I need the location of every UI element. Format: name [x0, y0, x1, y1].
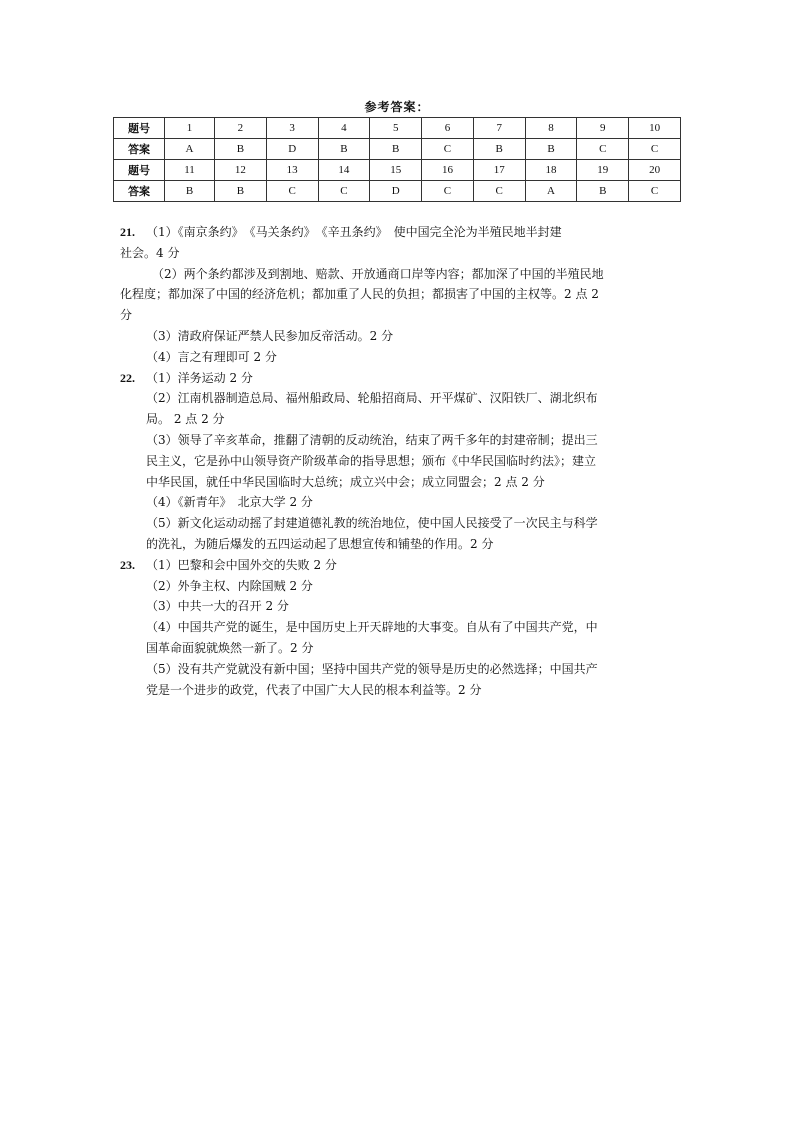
answer-text: （2）两个条约都涉及到割地、赔款、开放通商口岸等内容；都加深了中国的半殖民地 [152, 266, 604, 281]
answer-line [120, 368, 680, 389]
table-row [114, 139, 681, 160]
answer-text: 分 [120, 308, 133, 323]
answer-text: （4）中国共产党的诞生，是中国历史上开天辟地的大事变。自从有了中国共产党，中 [146, 620, 598, 635]
table-cell: 10 [629, 118, 681, 139]
answer-line [120, 222, 680, 243]
table-row [114, 160, 681, 181]
table-cell: 15 [370, 160, 422, 181]
table-cell: B [215, 181, 267, 202]
answer-line [120, 284, 680, 305]
table-row [114, 118, 681, 139]
table-cell: 13 [266, 160, 318, 181]
row-header: 答案 [114, 181, 165, 202]
table-cell: C [629, 181, 681, 202]
answer-text: （1）巴黎和会中国外交的失败 2 分 [146, 557, 337, 572]
answer-text: （3）领导了辛亥革命，推翻了清朝的反动统治，结束了两千多年的封建帝制；提出三 [146, 432, 598, 447]
answer-text: （1）洋务运动 2 分 [146, 370, 253, 385]
table-cell: 18 [525, 160, 577, 181]
answer-line [120, 347, 680, 368]
answer-line [120, 638, 680, 659]
answer-text: （1）《南京条约》 《马关条约》 《辛丑条约》 使中国完全沦为半殖民地半封建 [146, 225, 562, 239]
question-number: 21. [120, 225, 135, 239]
answer-key-title: 参考答案： [364, 100, 430, 114]
table-cell: 11 [165, 160, 215, 181]
row-header: 答案 [114, 139, 165, 160]
table-cell: B [525, 139, 577, 160]
answer-text: （3）清政府保证严禁人民参加反帝活动。2 分 [146, 328, 394, 343]
table-cell: D [266, 139, 318, 160]
answer-text: 化程度；都加深了中国的经济危机；都加重了人民的负担；都损害了中国的主权等。2 点 2 [120, 287, 599, 302]
table-cell: 14 [318, 160, 370, 181]
answer-text: 局。 2 点 2 分 [146, 412, 225, 427]
answer-line [120, 326, 680, 347]
table-cell: 8 [525, 118, 577, 139]
table-cell: B [318, 139, 370, 160]
table-cell: B [577, 181, 629, 202]
table-cell: C [473, 181, 525, 202]
answer-text: （4）言之有理即可 2 分 [146, 349, 277, 364]
answer-text: （2）外争主权、内除国贼 2 分 [146, 578, 313, 593]
answer-line [120, 305, 680, 326]
answer-text: 社会。4 分 [120, 245, 180, 260]
table-cell: 7 [473, 118, 525, 139]
table-cell: 5 [370, 118, 422, 139]
answer-text: （5）新文化运动动摇了封建道德礼教的统治地位，使中国人民接受了一次民主与科学 [146, 516, 598, 531]
answer-line [120, 409, 680, 430]
table-cell: B [215, 139, 267, 160]
table-cell: C [266, 181, 318, 202]
table-cell: A [525, 181, 577, 202]
table-cell: B [370, 139, 422, 160]
answer-text: （4）《新青年》 北京大学 2 分 [146, 495, 313, 510]
answer-line [120, 534, 680, 555]
answer-line [120, 576, 680, 597]
answer-line [120, 659, 680, 680]
table-cell: C [422, 139, 474, 160]
answer-line [120, 264, 680, 285]
table-cell: C [318, 181, 370, 202]
table-cell: 4 [318, 118, 370, 139]
table-row [114, 181, 681, 202]
answer-table [113, 117, 681, 202]
table-cell: 20 [629, 160, 681, 181]
question-number: 23. [120, 557, 135, 572]
answer-text: 民主义，它是孙中山领导资产阶级革命的指导思想；颁布《中华民国临时约法》；建立 [146, 453, 597, 468]
answer-explanations [120, 222, 680, 700]
table-cell: 12 [215, 160, 267, 181]
answer-text: 的洗礼，为随后爆发的五四运动起了思想宣传和铺垫的作用。2 分 [146, 536, 494, 551]
table-cell: 17 [473, 160, 525, 181]
table-cell: 3 [266, 118, 318, 139]
answer-line [120, 617, 680, 638]
row-header: 题号 [114, 160, 165, 181]
answer-line [120, 555, 680, 576]
answer-line [120, 492, 680, 513]
answer-text: （2）江南机器制造总局、福州船政局、轮船招商局、开平煤矿、汉阳铁厂、湖北织布 [146, 391, 598, 406]
answer-text: （5）没有共产党就没有新中国；坚持中国共产党的领导是历史的必然选择；中国共产 [146, 661, 598, 676]
table-cell: 2 [215, 118, 267, 139]
answer-text: 国革命面貌就焕然一新了。2 分 [146, 640, 314, 655]
table-cell: 6 [422, 118, 474, 139]
table-cell: B [165, 181, 215, 202]
table-cell: 19 [577, 160, 629, 181]
answer-text: 党是一个进步的政党，代表了中国广大人民的根本利益等。2 分 [146, 682, 482, 697]
table-cell: 16 [422, 160, 474, 181]
question-number: 22. [120, 370, 135, 385]
answer-line [120, 388, 680, 409]
table-cell: 1 [165, 118, 215, 139]
answer-line [120, 680, 680, 701]
table-cell: B [473, 139, 525, 160]
table-cell: D [370, 181, 422, 202]
answer-line [120, 451, 680, 472]
answer-text: 中华民国，就任中华民国临时大总统；成立兴中会；成立同盟会；2 点 2 分 [146, 474, 545, 489]
answer-line [120, 243, 680, 264]
table-cell: 9 [577, 118, 629, 139]
answer-line [120, 472, 680, 493]
answer-line [120, 513, 680, 534]
table-cell: C [629, 139, 681, 160]
table-cell: A [165, 139, 215, 160]
answer-text: （3）中共一大的召开 2 分 [146, 599, 289, 614]
table-cell: C [422, 181, 474, 202]
row-header: 题号 [114, 118, 165, 139]
answer-line [120, 430, 680, 451]
answer-line [120, 596, 680, 617]
table-cell: C [577, 139, 629, 160]
